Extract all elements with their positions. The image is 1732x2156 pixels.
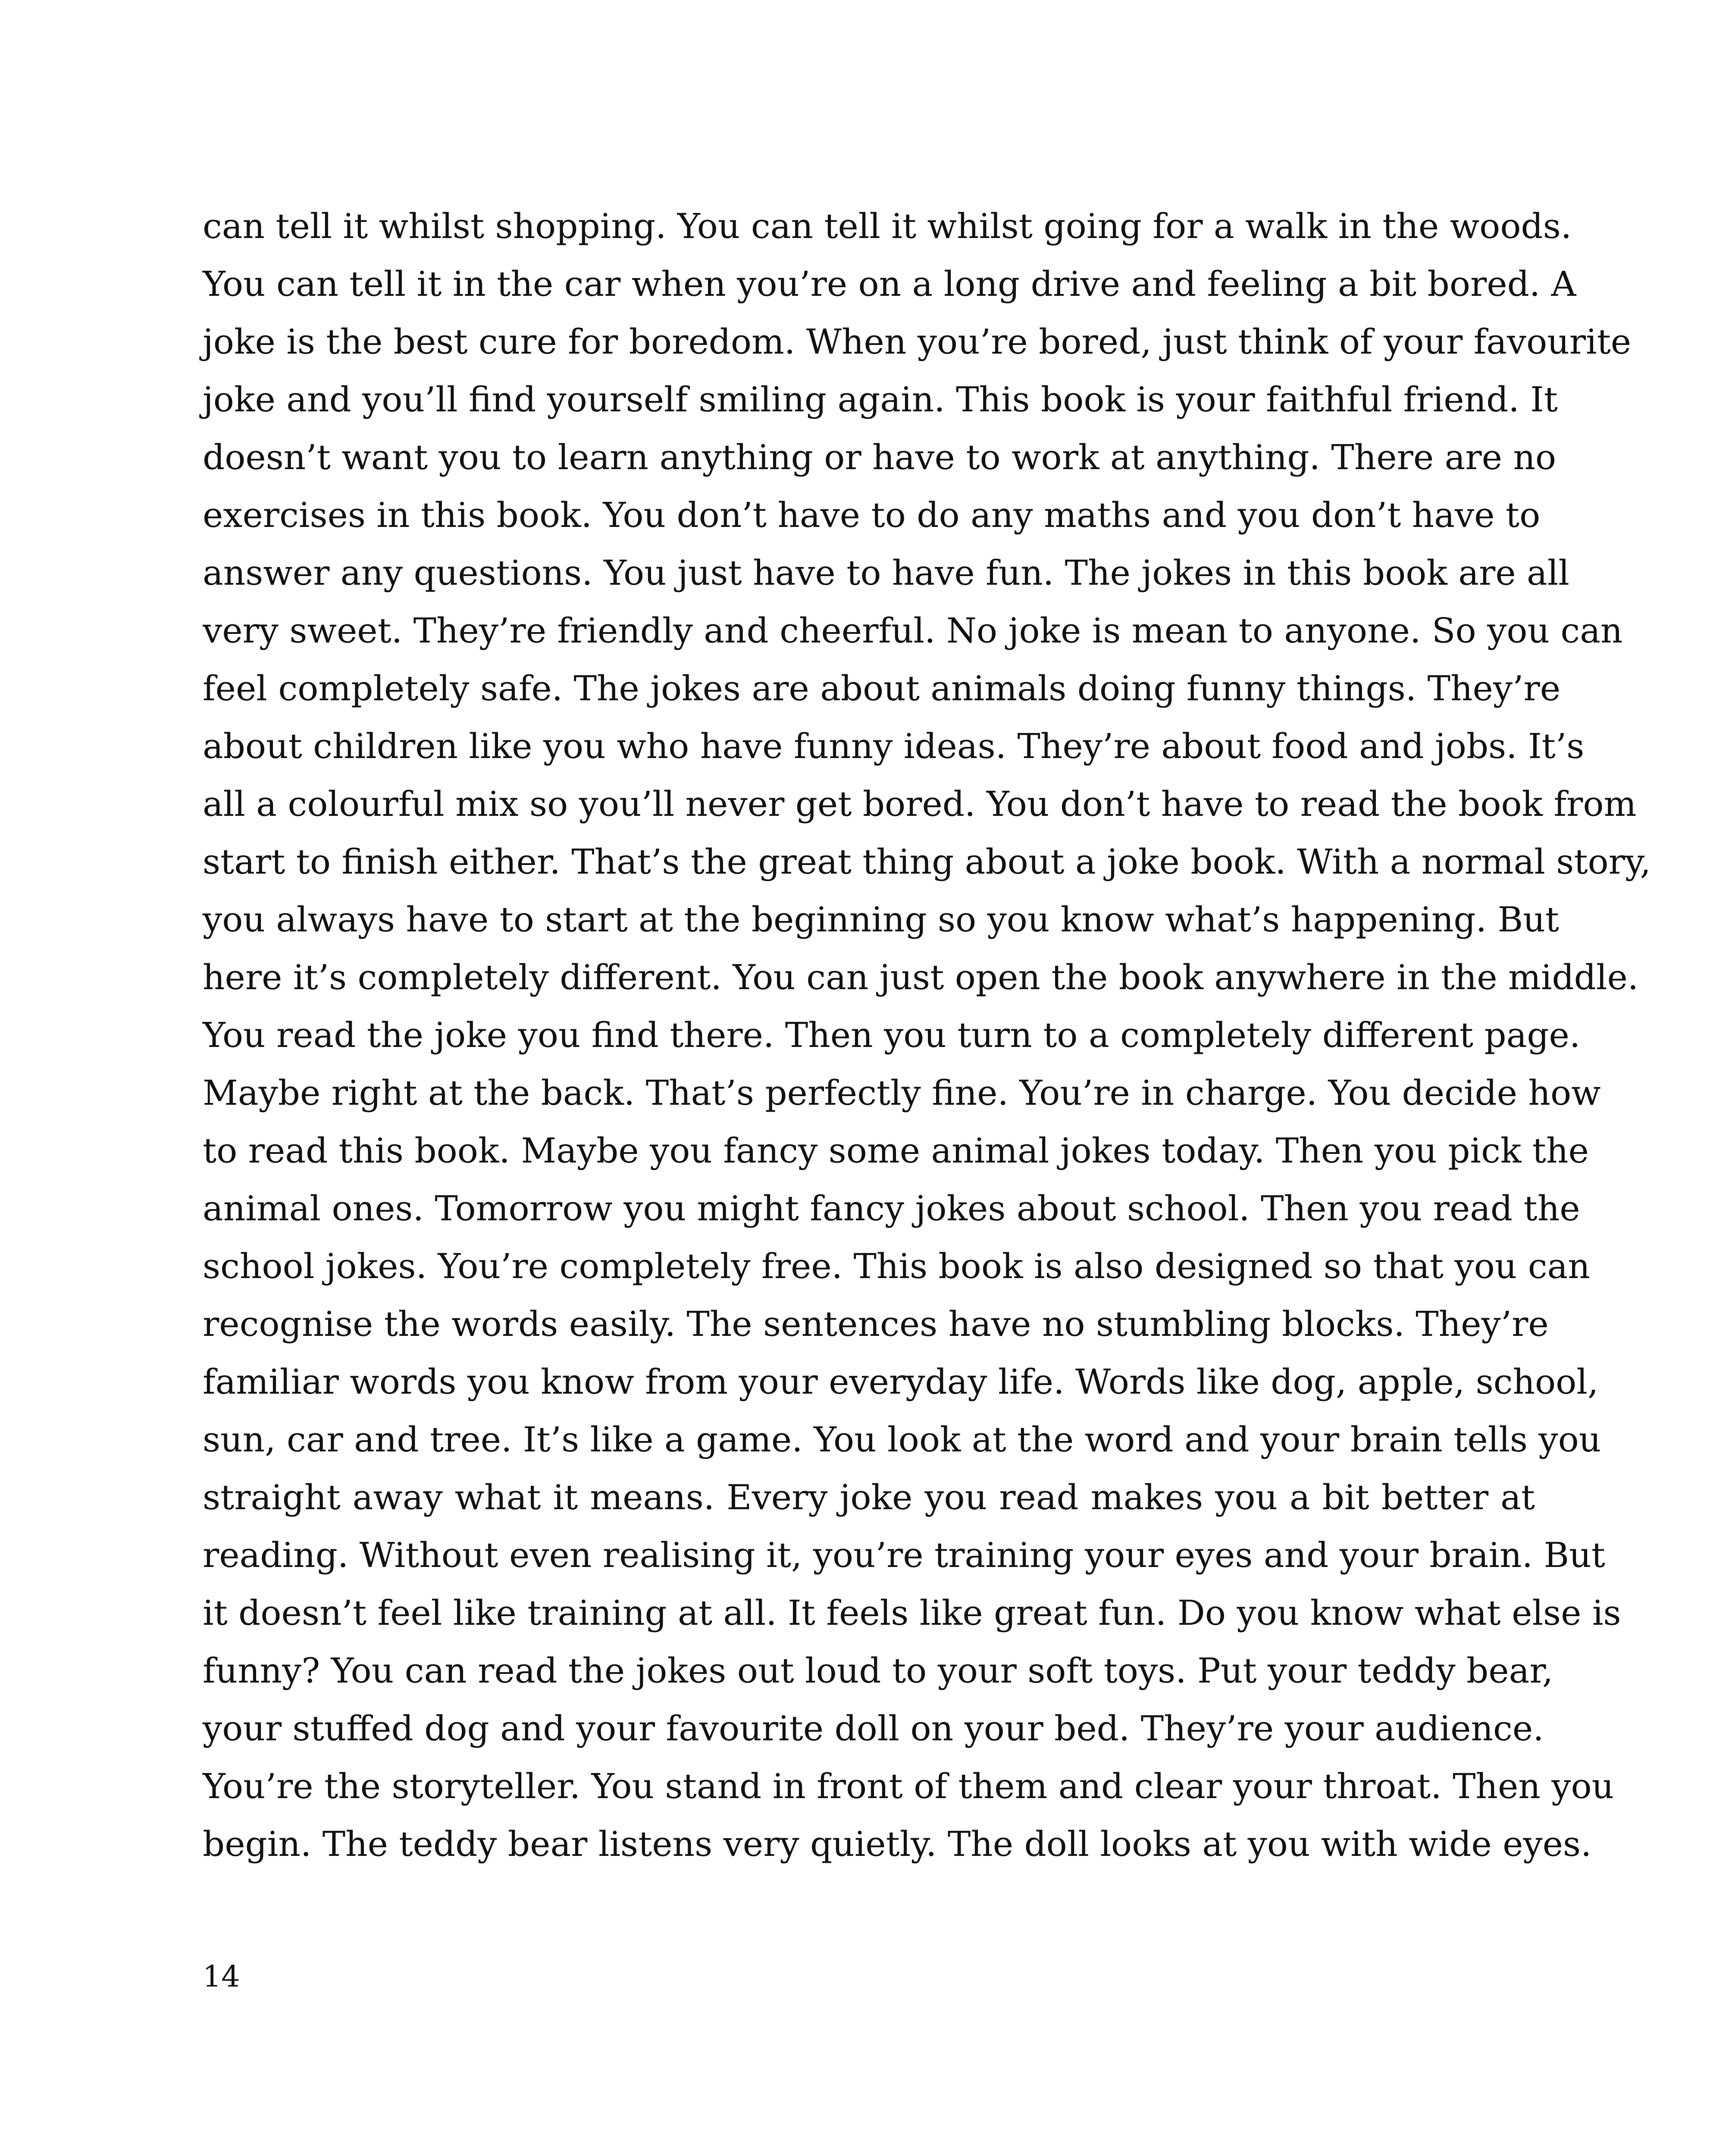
body-text bbox=[203, 197, 1651, 1873]
text-line: school jokes. You’re completely free. This book is also designed so that you can bbox=[203, 1246, 1590, 1286]
text-line: all a colourful mix so you’ll never get bored. You don’t have to read the book from bbox=[203, 784, 1637, 824]
text-line: joke is the best cure for boredom. When you’re bored, just think of your favourite bbox=[203, 322, 1632, 362]
text-line: begin. The teddy bear listens very quietly. The doll looks at you with wide eyes. bbox=[203, 1824, 1592, 1864]
text-line: You read the joke you find there. Then you turn to a completely different page. bbox=[203, 1015, 1581, 1055]
text-line: You’re the storyteller. You stand in front of them and clear your throat. Then you bbox=[203, 1766, 1614, 1806]
text-line: feel completely safe. The jokes are about animals doing funny things. They’re bbox=[203, 668, 1561, 708]
text-line: to read this book. Maybe you fancy some animal jokes today. Then you pick the bbox=[203, 1131, 1589, 1171]
text-line: joke and you’ll find yourself smiling again. This book is your faithful friend. It bbox=[203, 379, 1558, 420]
text-line: familiar words you know from your everyday life. Words like dog, apple, school, bbox=[203, 1362, 1599, 1402]
text-line: can tell it whilst shopping. You can tell it whilst going for a walk in the woods. bbox=[203, 206, 1572, 246]
text-line: reading. Without even realising it, you’re training your eyes and your brain. But bbox=[203, 1535, 1605, 1575]
text-line: animal ones. Tomorrow you might fancy jokes about school. Then you read the bbox=[203, 1188, 1580, 1228]
text-line: exercises in this book. You don’t have to do any maths and you don’t have to bbox=[203, 495, 1541, 535]
text-line: about children like you who have funny ideas. They’re about food and jobs. It’s bbox=[203, 726, 1585, 766]
text-line: sun, car and tree. It’s like a game. You look at the word and your brain tells you bbox=[203, 1420, 1601, 1460]
text-line: doesn’t want you to learn anything or have to work at anything. There are no bbox=[203, 437, 1557, 477]
text-line: straight away what it means. Every joke you read makes you a bit better at bbox=[203, 1477, 1535, 1517]
text-line: recognise the words easily. The sentences have no stumbling blocks. They’re bbox=[203, 1304, 1549, 1344]
text-line: answer any questions. You just have to have fun. The jokes in this book are all bbox=[203, 553, 1569, 593]
text-line: You can tell it in the car when you’re on a long drive and feeling a bit bored. A bbox=[203, 264, 1576, 304]
text-line: your stuffed dog and your favourite doll on your bed. They’re your audience. bbox=[203, 1708, 1544, 1749]
text-line: Maybe right at the back. That’s perfectly fine. You’re in charge. You decide how bbox=[203, 1073, 1601, 1113]
text-line: you always have to start at the beginning so you know what’s happening. But bbox=[203, 899, 1559, 940]
text-line: very sweet. They’re friendly and cheerful. No joke is mean to anyone. So you can bbox=[203, 611, 1623, 651]
text-line: it doesn’t feel like training at all. It feels like great fun. Do you know what else is bbox=[203, 1593, 1621, 1633]
text-line: here it’s completely different. You can just open the book anywhere in the middle. bbox=[203, 957, 1639, 997]
text-line: funny? You can read the jokes out loud to your soft toys. Put your teddy bear, bbox=[203, 1651, 1553, 1691]
text-line: start to finish either. That’s the great thing about a joke book. With a normal story, bbox=[203, 842, 1651, 882]
page-number: 14 bbox=[203, 1960, 240, 1994]
